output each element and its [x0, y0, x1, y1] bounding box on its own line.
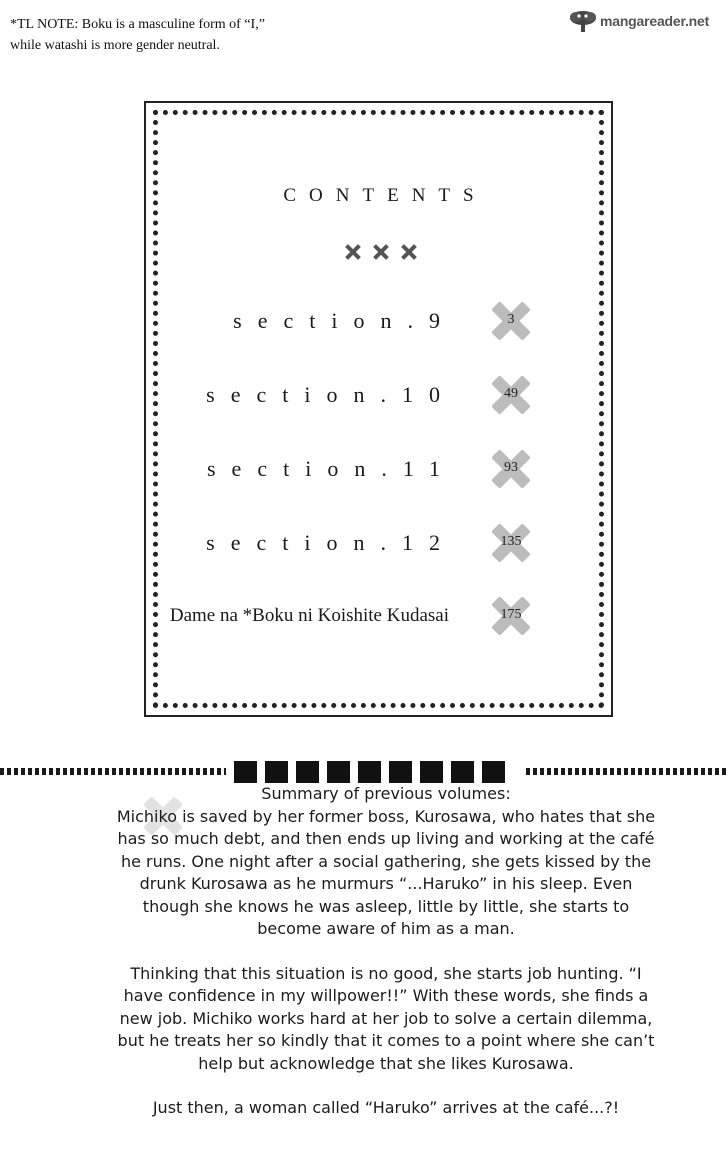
toc-entry-section-12 — [146, 523, 611, 563]
summary-heading: Summary of previous volumes: — [261, 784, 511, 803]
toc-entry-label: section.12 — [206, 530, 456, 555]
site-watermark — [568, 7, 724, 35]
page-number-badge — [491, 523, 531, 563]
page-number-badge — [491, 375, 531, 415]
watermark-text: mangareader.net — [600, 13, 710, 29]
toc-entry-section-9 — [146, 301, 611, 341]
contents-frame — [144, 101, 613, 717]
tl-note-line-1: *TL NOTE: Boku is a masculine form of “I,” — [10, 17, 265, 32]
summary-paragraph-2: Thinking that this situation is no good, she starts job hunting. “I have confidence in my willpower!!” With these words, she finds a new job. Michiko works hard at her job to solve a certain dilemma, but he treats her so kindly that it comes to a point where she can’t help but acknowledge that she likes Kurosawa. — [117, 963, 655, 1073]
divider-dots-right — [526, 768, 728, 775]
page-number: 93 — [504, 460, 518, 475]
toc-entry-bonus-story — [146, 596, 611, 636]
page-number: 3 — [507, 312, 515, 327]
page-number: 135 — [500, 534, 522, 549]
page-number-badge — [491, 596, 531, 636]
page-number: 175 — [500, 607, 522, 622]
divider-blocks — [234, 761, 505, 783]
toc-entry-label: section.11 — [207, 456, 456, 481]
section-divider — [0, 760, 728, 784]
toc-entry-label: section.10 — [206, 382, 456, 407]
tree-logo-icon — [568, 9, 598, 33]
page-number-badge — [491, 449, 531, 489]
triple-x-ornament — [344, 243, 424, 263]
summary-paragraph-3: Just then, a woman called “Haruko” arrives at the café...?! — [152, 1098, 620, 1117]
summary-paragraph-1: Michiko is saved by her former boss, Kurosawa, who hates that she has so much debt, and then ends up living and working at the café he runs. One night after a social gathering, she gets kissed by the drunk Kurosawa as he murmurs “...Haruko” in his sleep. Even though she knows he was asleep, little by little, she starts to become aware of him as a man. — [116, 806, 656, 938]
page-number-badge — [491, 301, 531, 341]
divider-dots-left — [0, 768, 226, 775]
toc-entry-label: Dame na *Boku ni Koishite Kudasai — [169, 605, 449, 626]
tl-note — [10, 14, 265, 56]
toc-entry-label: section.9 — [233, 308, 456, 333]
summary-section — [110, 783, 662, 1142]
contents-title: CONTENTS — [283, 185, 487, 206]
toc-entry-section-11 — [146, 449, 611, 489]
toc-entry-section-10 — [146, 375, 611, 415]
tl-note-line-2: while watashi is more gender neutral. — [10, 38, 220, 53]
page-number: 49 — [504, 386, 518, 401]
